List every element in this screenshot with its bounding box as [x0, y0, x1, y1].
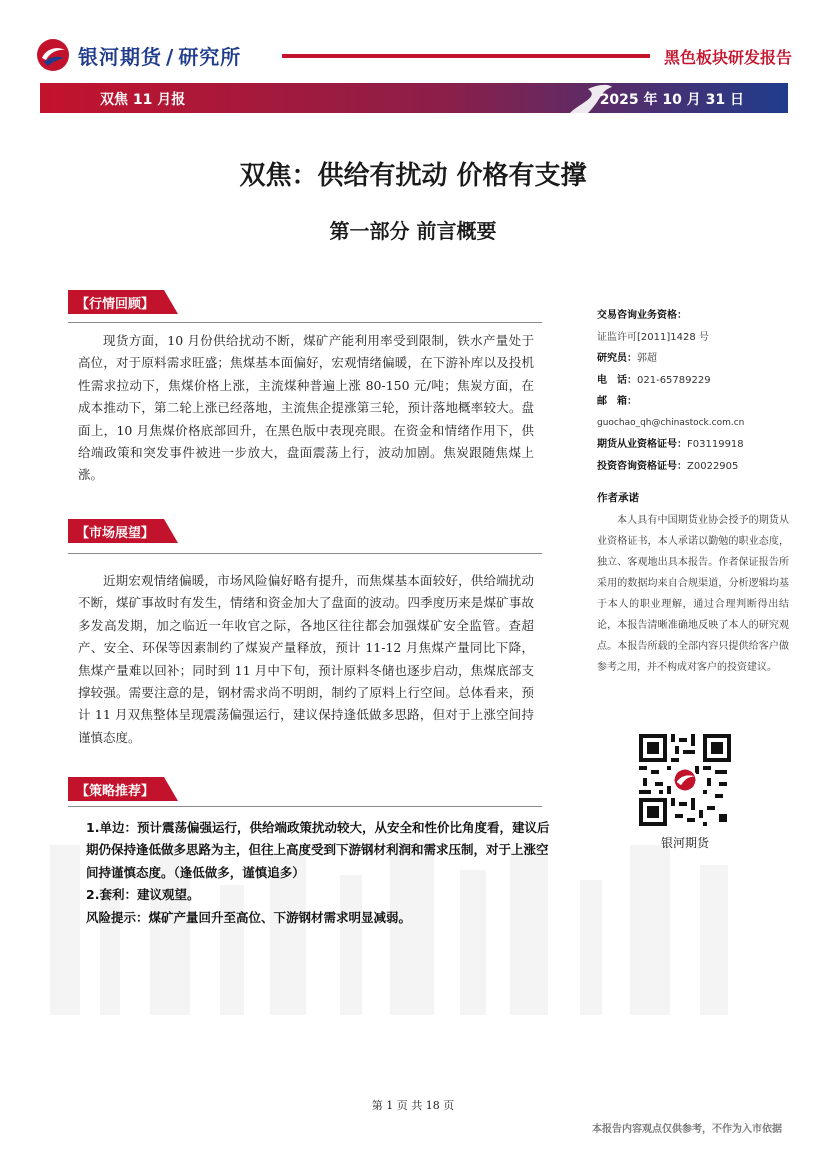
analyst-info: [597, 305, 797, 477]
qualification-value: 证监许可[2011]1428 号: [597, 331, 709, 343]
report-date: 2025 年 10 月 31 日: [599, 92, 744, 108]
futures-cert-label: 期货从业资格证号：: [597, 439, 687, 450]
author-pledge-text: 本人具有中国期货业协会授予的期货从业资格证书，本人承诺以勤勉的职业态度，独立、客观地出具本报告。作者保证报告所采用的数据均来自合规渠道，分析逻辑均基于本人的职业理解，通过合理判断得出结论，本报告清晰准确地反映了本人的研究观点。本报告所载的全部内容只提供给客户做参考之用，并不构成对客户的投资建议。: [597, 515, 789, 673]
report-title: 双焦：供给有扰动 价格有支撑: [239, 161, 587, 191]
section-divider: [68, 806, 542, 807]
risk-warning: 风险提示：煤矿产量回升至高位、下游钢材需求明显减弱。: [86, 909, 412, 925]
section-tag-label: 【市场展望】: [76, 526, 155, 541]
review-paragraph: 现货方面，10 月份供给扰动不断，煤矿产能利用率受到限制，铁水产量处于高位，对于原料需求旺盛；焦煤基本面偏好，宏观情绪偏暖，在下游补库以及投机性需求拉动下，焦煤价格上涨，主流煤种普遍上涨 80-150 元/吨；焦炭方面，在成本推动下，第二轮上涨已经落地，主流焦企提涨第三轮，预计落地概率较大。盘面上，10 月焦煤价格底部回升，在黑色版中表现亮眼。在资金和情绪作用下，供给端政策和突发事件被进一步放大，盘面震荡上行，波动加剧。焦炭跟随焦煤上涨。: [78, 333, 534, 483]
email-label: 邮 箱：: [597, 396, 637, 407]
qr-label: 银河期货: [660, 836, 709, 850]
report-subtitle: 第一部分 前言概要: [329, 219, 497, 243]
report-series: 黑色板块研发报告: [663, 48, 792, 67]
qualification-label: 交易咨询业务资格：: [597, 310, 687, 321]
consult-cert-label: 投资咨询资格证号：: [597, 460, 687, 472]
section-tag-outlook: [68, 519, 178, 543]
phone-value: 021-65789229: [637, 374, 711, 386]
strategy-single: 1.单边：预计震荡偏强运行，供给端政策扰动较大，从安全和性价比角度看，建议后期仍保持逢低做多思路为主，但往上高度受到下游钢材利润和需求压制，对于上涨空间持谨慎态度。（逢低做多，谨慎追多）: [86, 820, 550, 880]
email-value[interactable]: guochao_qh@chinastock.com.cn: [597, 417, 745, 428]
footer-disclaimer: 本报告内容观点仅供参考，不作为入市依据: [592, 1124, 782, 1135]
consult-cert-value: Z0022905: [687, 460, 739, 472]
report-name: 双焦 11 月报: [100, 92, 186, 108]
section-divider: [68, 553, 542, 554]
brand-name: 银河期货: [78, 44, 162, 69]
qr-code-icon[interactable]: [639, 734, 731, 826]
strategy-arbitrage: 2.套利：建议观望。: [86, 887, 200, 903]
section-tag-label: 【策略推荐】: [76, 784, 155, 799]
section-tag-review: [68, 290, 178, 314]
report-banner: [40, 83, 788, 113]
analyst-label: 研究员：: [597, 353, 637, 364]
section-tag-label: 【行情回顾】: [76, 297, 155, 312]
outlook-paragraph: 近期宏观情绪偏暖，市场风险偏好略有提升，而焦煤基本面较好，供给端扰动不断，煤矿事故时有发生，情绪和资金加大了盘面的波动。四季度历来是煤矿事故多发高发期，加之临近一年收官之际，各地区往往都会加强煤矿安全监管。查超产、安全、环保等因素制约了煤炭产量释放，预计 11-12 月焦煤产量同比下降，焦煤产量难以回补；同时到 11 月中下旬，预计原料冬储也逐步启动，焦煤底部支撑较强。需要注意的是，钢材需求尚不明朗，制约了原料上行空间。总体看来，预计 11 月双焦整体呈现震荡偏强运行，建议保持逢低做多思路，但对于上涨空间持谨慎态度。: [78, 573, 534, 745]
header-rule: [282, 54, 650, 58]
section-divider: [68, 322, 542, 323]
brand-logo: [36, 38, 241, 72]
brand-division: 研究所: [178, 44, 242, 69]
brand-slash: /: [166, 44, 175, 69]
galaxy-logo-icon: [36, 38, 70, 72]
section-tag-strategy: [68, 777, 178, 801]
page-number: 第 1 页 共 18 页: [371, 1099, 455, 1112]
phone-label: 电 话：: [597, 374, 637, 386]
author-pledge-title: 作者承诺: [597, 492, 639, 504]
strategy-block: [86, 817, 556, 929]
futures-cert-value: F03119918: [687, 439, 744, 450]
analyst-name: 郭超: [637, 353, 657, 364]
